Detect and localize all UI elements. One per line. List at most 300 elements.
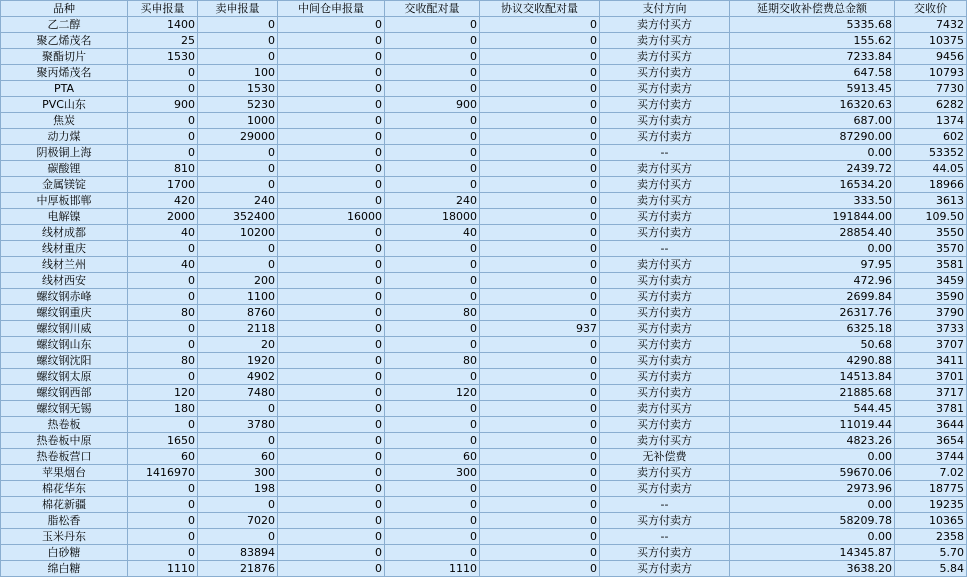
cell-product: 热卷板中原 bbox=[1, 433, 128, 449]
cell-sell-qty: 0 bbox=[198, 241, 278, 257]
cell-product: PVC山东 bbox=[1, 97, 128, 113]
cell-delivery-price: 3733 bbox=[895, 321, 967, 337]
cell-product: 聚丙烯茂名 bbox=[1, 65, 128, 81]
table-header bbox=[1, 1, 967, 17]
cell-intermediate-qty: 0 bbox=[278, 145, 385, 161]
cell-matched-qty: 0 bbox=[385, 513, 480, 529]
cell-buy-qty: 0 bbox=[128, 241, 198, 257]
table-row bbox=[1, 305, 967, 321]
cell-payment-direction: 买方付卖方 bbox=[600, 561, 730, 577]
cell-buy-qty: 0 bbox=[128, 81, 198, 97]
cell-buy-qty: 1416970 bbox=[128, 465, 198, 481]
cell-product: 玉米丹东 bbox=[1, 529, 128, 545]
cell-intermediate-qty: 0 bbox=[278, 273, 385, 289]
cell-compensation-total: 191844.00 bbox=[730, 209, 895, 225]
cell-intermediate-qty: 0 bbox=[278, 97, 385, 113]
cell-product: 电解镍 bbox=[1, 209, 128, 225]
cell-sell-qty: 0 bbox=[198, 161, 278, 177]
cell-buy-qty: 60 bbox=[128, 449, 198, 465]
cell-agreement-matched-qty: 0 bbox=[480, 369, 600, 385]
cell-matched-qty: 0 bbox=[385, 161, 480, 177]
cell-buy-qty: 0 bbox=[128, 273, 198, 289]
cell-product: 脂松香 bbox=[1, 513, 128, 529]
table-row bbox=[1, 97, 967, 113]
table-row bbox=[1, 369, 967, 385]
cell-buy-qty: 120 bbox=[128, 385, 198, 401]
cell-matched-qty: 0 bbox=[385, 433, 480, 449]
cell-payment-direction: 买方付卖方 bbox=[600, 305, 730, 321]
cell-payment-direction: 买方付卖方 bbox=[600, 321, 730, 337]
cell-product: 棉花华东 bbox=[1, 481, 128, 497]
table-row bbox=[1, 465, 967, 481]
cell-sell-qty: 0 bbox=[198, 497, 278, 513]
cell-payment-direction: 卖方付买方 bbox=[600, 17, 730, 33]
cell-agreement-matched-qty: 0 bbox=[480, 497, 600, 513]
cell-delivery-price: 3654 bbox=[895, 433, 967, 449]
cell-sell-qty: 0 bbox=[198, 257, 278, 273]
cell-compensation-total: 14345.87 bbox=[730, 545, 895, 561]
cell-matched-qty: 900 bbox=[385, 97, 480, 113]
cell-compensation-total: 155.62 bbox=[730, 33, 895, 49]
cell-product: 螺纹钢太原 bbox=[1, 369, 128, 385]
cell-sell-qty: 1530 bbox=[198, 81, 278, 97]
cell-sell-qty: 0 bbox=[198, 177, 278, 193]
cell-sell-qty: 0 bbox=[198, 529, 278, 545]
cell-matched-qty: 18000 bbox=[385, 209, 480, 225]
cell-agreement-matched-qty: 0 bbox=[480, 257, 600, 273]
cell-matched-qty: 0 bbox=[385, 289, 480, 305]
cell-agreement-matched-qty: 0 bbox=[480, 417, 600, 433]
cell-product: 螺纹钢重庆 bbox=[1, 305, 128, 321]
table-row bbox=[1, 177, 967, 193]
header-compensation-total: 延期交收补偿费总金额 bbox=[730, 1, 895, 17]
cell-delivery-price: 5.84 bbox=[895, 561, 967, 577]
cell-intermediate-qty: 0 bbox=[278, 433, 385, 449]
cell-payment-direction: 买方付卖方 bbox=[600, 113, 730, 129]
cell-compensation-total: 333.50 bbox=[730, 193, 895, 209]
header-sell-qty: 卖申报量 bbox=[198, 1, 278, 17]
cell-agreement-matched-qty: 0 bbox=[480, 513, 600, 529]
cell-compensation-total: 647.58 bbox=[730, 65, 895, 81]
table-body bbox=[1, 17, 967, 577]
cell-sell-qty: 1920 bbox=[198, 353, 278, 369]
cell-delivery-price: 53352 bbox=[895, 145, 967, 161]
cell-product: 动力煤 bbox=[1, 129, 128, 145]
cell-sell-qty: 100 bbox=[198, 65, 278, 81]
cell-payment-direction: 卖方付买方 bbox=[600, 49, 730, 65]
cell-product: 中厚板邯郸 bbox=[1, 193, 128, 209]
cell-matched-qty: 300 bbox=[385, 465, 480, 481]
cell-payment-direction: 卖方付买方 bbox=[600, 177, 730, 193]
cell-product: 聚酯切片 bbox=[1, 49, 128, 65]
cell-delivery-price: 3570 bbox=[895, 241, 967, 257]
cell-intermediate-qty: 0 bbox=[278, 241, 385, 257]
cell-compensation-total: 2973.96 bbox=[730, 481, 895, 497]
table-row bbox=[1, 321, 967, 337]
cell-sell-qty: 3780 bbox=[198, 417, 278, 433]
cell-intermediate-qty: 0 bbox=[278, 193, 385, 209]
cell-sell-qty: 29000 bbox=[198, 129, 278, 145]
cell-delivery-price: 9456 bbox=[895, 49, 967, 65]
cell-agreement-matched-qty: 0 bbox=[480, 465, 600, 481]
cell-agreement-matched-qty: 0 bbox=[480, 561, 600, 577]
cell-compensation-total: 544.45 bbox=[730, 401, 895, 417]
cell-matched-qty: 240 bbox=[385, 193, 480, 209]
cell-matched-qty: 0 bbox=[385, 33, 480, 49]
cell-matched-qty: 60 bbox=[385, 449, 480, 465]
cell-agreement-matched-qty: 0 bbox=[480, 49, 600, 65]
cell-intermediate-qty: 0 bbox=[278, 465, 385, 481]
cell-product: 乙二醇 bbox=[1, 17, 128, 33]
cell-payment-direction: 买方付卖方 bbox=[600, 353, 730, 369]
cell-product: 热卷板 bbox=[1, 417, 128, 433]
cell-agreement-matched-qty: 937 bbox=[480, 321, 600, 337]
header-agreement-matched-qty: 协议交收配对量 bbox=[480, 1, 600, 17]
cell-delivery-price: 602 bbox=[895, 129, 967, 145]
cell-intermediate-qty: 0 bbox=[278, 289, 385, 305]
cell-agreement-matched-qty: 0 bbox=[480, 81, 600, 97]
cell-buy-qty: 0 bbox=[128, 145, 198, 161]
cell-sell-qty: 352400 bbox=[198, 209, 278, 225]
cell-payment-direction: -- bbox=[600, 241, 730, 257]
cell-matched-qty: 0 bbox=[385, 81, 480, 97]
table-row bbox=[1, 497, 967, 513]
cell-buy-qty: 0 bbox=[128, 481, 198, 497]
cell-matched-qty: 0 bbox=[385, 113, 480, 129]
cell-payment-direction: 买方付卖方 bbox=[600, 369, 730, 385]
cell-intermediate-qty: 0 bbox=[278, 49, 385, 65]
cell-compensation-total: 16534.20 bbox=[730, 177, 895, 193]
table-row bbox=[1, 81, 967, 97]
cell-sell-qty: 60 bbox=[198, 449, 278, 465]
cell-agreement-matched-qty: 0 bbox=[480, 449, 600, 465]
cell-payment-direction: 买方付卖方 bbox=[600, 273, 730, 289]
cell-payment-direction: 卖方付买方 bbox=[600, 33, 730, 49]
cell-product: 苹果烟台 bbox=[1, 465, 128, 481]
cell-matched-qty: 0 bbox=[385, 545, 480, 561]
cell-intermediate-qty: 0 bbox=[278, 65, 385, 81]
cell-delivery-price: 19235 bbox=[895, 497, 967, 513]
cell-delivery-price: 7730 bbox=[895, 81, 967, 97]
cell-compensation-total: 26317.76 bbox=[730, 305, 895, 321]
cell-matched-qty: 40 bbox=[385, 225, 480, 241]
cell-product: 螺纹钢沈阳 bbox=[1, 353, 128, 369]
cell-compensation-total: 6325.18 bbox=[730, 321, 895, 337]
cell-delivery-price: 3717 bbox=[895, 385, 967, 401]
cell-agreement-matched-qty: 0 bbox=[480, 225, 600, 241]
table-row bbox=[1, 145, 967, 161]
cell-agreement-matched-qty: 0 bbox=[480, 273, 600, 289]
cell-matched-qty: 0 bbox=[385, 417, 480, 433]
cell-buy-qty: 0 bbox=[128, 369, 198, 385]
cell-agreement-matched-qty: 0 bbox=[480, 193, 600, 209]
cell-payment-direction: 卖方付买方 bbox=[600, 161, 730, 177]
cell-matched-qty: 80 bbox=[385, 305, 480, 321]
table-row bbox=[1, 129, 967, 145]
cell-payment-direction: 卖方付买方 bbox=[600, 193, 730, 209]
cell-compensation-total: 0.00 bbox=[730, 241, 895, 257]
cell-intermediate-qty: 0 bbox=[278, 513, 385, 529]
cell-delivery-price: 18775 bbox=[895, 481, 967, 497]
cell-matched-qty: 0 bbox=[385, 497, 480, 513]
cell-intermediate-qty: 0 bbox=[278, 305, 385, 321]
cell-delivery-price: 3459 bbox=[895, 273, 967, 289]
cell-buy-qty: 810 bbox=[128, 161, 198, 177]
cell-buy-qty: 0 bbox=[128, 545, 198, 561]
cell-delivery-price: 7.02 bbox=[895, 465, 967, 481]
cell-matched-qty: 0 bbox=[385, 337, 480, 353]
cell-sell-qty: 20 bbox=[198, 337, 278, 353]
cell-intermediate-qty: 0 bbox=[278, 417, 385, 433]
cell-payment-direction: 买方付卖方 bbox=[600, 385, 730, 401]
cell-product: 绵白糖 bbox=[1, 561, 128, 577]
cell-matched-qty: 0 bbox=[385, 321, 480, 337]
cell-matched-qty: 0 bbox=[385, 481, 480, 497]
cell-product: 线材兰州 bbox=[1, 257, 128, 273]
cell-delivery-price: 3581 bbox=[895, 257, 967, 273]
cell-agreement-matched-qty: 0 bbox=[480, 145, 600, 161]
cell-agreement-matched-qty: 0 bbox=[480, 529, 600, 545]
table-row bbox=[1, 289, 967, 305]
cell-payment-direction: 卖方付买方 bbox=[600, 257, 730, 273]
cell-delivery-price: 3781 bbox=[895, 401, 967, 417]
cell-buy-qty: 80 bbox=[128, 305, 198, 321]
cell-product: 碳酸锂 bbox=[1, 161, 128, 177]
cell-buy-qty: 1400 bbox=[128, 17, 198, 33]
table-row bbox=[1, 257, 967, 273]
table-row bbox=[1, 65, 967, 81]
cell-delivery-price: 10365 bbox=[895, 513, 967, 529]
table-row bbox=[1, 385, 967, 401]
cell-compensation-total: 97.95 bbox=[730, 257, 895, 273]
cell-buy-qty: 1700 bbox=[128, 177, 198, 193]
cell-agreement-matched-qty: 0 bbox=[480, 97, 600, 113]
cell-product: 螺纹钢无锡 bbox=[1, 401, 128, 417]
cell-product: 线材重庆 bbox=[1, 241, 128, 257]
table-row bbox=[1, 561, 967, 577]
cell-delivery-price: 3707 bbox=[895, 337, 967, 353]
cell-payment-direction: -- bbox=[600, 497, 730, 513]
cell-sell-qty: 1000 bbox=[198, 113, 278, 129]
cell-delivery-price: 3790 bbox=[895, 305, 967, 321]
cell-buy-qty: 1110 bbox=[128, 561, 198, 577]
cell-buy-qty: 0 bbox=[128, 513, 198, 529]
header-delivery-price: 交收价 bbox=[895, 1, 967, 17]
cell-intermediate-qty: 0 bbox=[278, 353, 385, 369]
cell-buy-qty: 900 bbox=[128, 97, 198, 113]
table-row bbox=[1, 17, 967, 33]
cell-compensation-total: 4290.88 bbox=[730, 353, 895, 369]
cell-matched-qty: 0 bbox=[385, 257, 480, 273]
cell-matched-qty: 0 bbox=[385, 49, 480, 65]
table-row bbox=[1, 417, 967, 433]
cell-sell-qty: 0 bbox=[198, 401, 278, 417]
table-row bbox=[1, 401, 967, 417]
cell-payment-direction: 买方付卖方 bbox=[600, 545, 730, 561]
cell-product: 棉花新疆 bbox=[1, 497, 128, 513]
table-row bbox=[1, 273, 967, 289]
cell-matched-qty: 0 bbox=[385, 129, 480, 145]
table-row bbox=[1, 481, 967, 497]
table-row bbox=[1, 529, 967, 545]
cell-compensation-total: 28854.40 bbox=[730, 225, 895, 241]
cell-compensation-total: 14513.84 bbox=[730, 369, 895, 385]
cell-sell-qty: 240 bbox=[198, 193, 278, 209]
cell-payment-direction: 买方付卖方 bbox=[600, 65, 730, 81]
cell-intermediate-qty: 0 bbox=[278, 225, 385, 241]
cell-payment-direction: 卖方付买方 bbox=[600, 433, 730, 449]
cell-agreement-matched-qty: 0 bbox=[480, 33, 600, 49]
cell-sell-qty: 2118 bbox=[198, 321, 278, 337]
cell-product: 螺纹钢西部 bbox=[1, 385, 128, 401]
cell-delivery-price: 1374 bbox=[895, 113, 967, 129]
table-row bbox=[1, 337, 967, 353]
cell-intermediate-qty: 0 bbox=[278, 33, 385, 49]
cell-intermediate-qty: 0 bbox=[278, 545, 385, 561]
cell-payment-direction: -- bbox=[600, 529, 730, 545]
cell-buy-qty: 0 bbox=[128, 289, 198, 305]
header-product: 品种 bbox=[1, 1, 128, 17]
cell-product: 金属镁锭 bbox=[1, 177, 128, 193]
cell-compensation-total: 5913.45 bbox=[730, 81, 895, 97]
cell-sell-qty: 4902 bbox=[198, 369, 278, 385]
cell-intermediate-qty: 0 bbox=[278, 561, 385, 577]
cell-matched-qty: 1110 bbox=[385, 561, 480, 577]
cell-payment-direction: 买方付卖方 bbox=[600, 225, 730, 241]
cell-sell-qty: 200 bbox=[198, 273, 278, 289]
cell-payment-direction: 无补偿费 bbox=[600, 449, 730, 465]
cell-intermediate-qty: 0 bbox=[278, 401, 385, 417]
cell-compensation-total: 11019.44 bbox=[730, 417, 895, 433]
cell-sell-qty: 7020 bbox=[198, 513, 278, 529]
cell-agreement-matched-qty: 0 bbox=[480, 433, 600, 449]
cell-buy-qty: 1650 bbox=[128, 433, 198, 449]
cell-product: 螺纹钢赤峰 bbox=[1, 289, 128, 305]
cell-compensation-total: 5335.68 bbox=[730, 17, 895, 33]
cell-intermediate-qty: 0 bbox=[278, 177, 385, 193]
cell-delivery-price: 44.05 bbox=[895, 161, 967, 177]
cell-matched-qty: 0 bbox=[385, 65, 480, 81]
cell-delivery-price: 3701 bbox=[895, 369, 967, 385]
cell-agreement-matched-qty: 0 bbox=[480, 113, 600, 129]
cell-buy-qty: 1530 bbox=[128, 49, 198, 65]
cell-payment-direction: 买方付卖方 bbox=[600, 481, 730, 497]
cell-agreement-matched-qty: 0 bbox=[480, 241, 600, 257]
cell-buy-qty: 40 bbox=[128, 225, 198, 241]
cell-sell-qty: 198 bbox=[198, 481, 278, 497]
cell-buy-qty: 0 bbox=[128, 321, 198, 337]
cell-compensation-total: 16320.63 bbox=[730, 97, 895, 113]
cell-product: 阴极铜上海 bbox=[1, 145, 128, 161]
cell-payment-direction: 卖方付买方 bbox=[600, 401, 730, 417]
cell-sell-qty: 10200 bbox=[198, 225, 278, 241]
cell-buy-qty: 0 bbox=[128, 113, 198, 129]
cell-intermediate-qty: 0 bbox=[278, 321, 385, 337]
cell-compensation-total: 0.00 bbox=[730, 145, 895, 161]
cell-product: 白砂糖 bbox=[1, 545, 128, 561]
cell-agreement-matched-qty: 0 bbox=[480, 289, 600, 305]
cell-compensation-total: 21885.68 bbox=[730, 385, 895, 401]
cell-compensation-total: 4823.26 bbox=[730, 433, 895, 449]
table-row bbox=[1, 33, 967, 49]
cell-delivery-price: 10375 bbox=[895, 33, 967, 49]
cell-payment-direction: 买方付卖方 bbox=[600, 209, 730, 225]
cell-payment-direction: 买方付卖方 bbox=[600, 97, 730, 113]
cell-delivery-price: 10793 bbox=[895, 65, 967, 81]
cell-delivery-price: 5.70 bbox=[895, 545, 967, 561]
cell-matched-qty: 0 bbox=[385, 529, 480, 545]
cell-intermediate-qty: 16000 bbox=[278, 209, 385, 225]
cell-sell-qty: 0 bbox=[198, 145, 278, 161]
cell-sell-qty: 0 bbox=[198, 33, 278, 49]
header-buy-qty: 买申报量 bbox=[128, 1, 198, 17]
cell-buy-qty: 0 bbox=[128, 65, 198, 81]
table-row bbox=[1, 353, 967, 369]
cell-matched-qty: 0 bbox=[385, 401, 480, 417]
table-row bbox=[1, 513, 967, 529]
cell-buy-qty: 180 bbox=[128, 401, 198, 417]
cell-sell-qty: 7480 bbox=[198, 385, 278, 401]
cell-delivery-price: 18966 bbox=[895, 177, 967, 193]
cell-intermediate-qty: 0 bbox=[278, 481, 385, 497]
cell-product: 线材西安 bbox=[1, 273, 128, 289]
cell-delivery-price: 3411 bbox=[895, 353, 967, 369]
cell-compensation-total: 472.96 bbox=[730, 273, 895, 289]
cell-sell-qty: 0 bbox=[198, 49, 278, 65]
cell-sell-qty: 8760 bbox=[198, 305, 278, 321]
cell-matched-qty: 0 bbox=[385, 177, 480, 193]
cell-delivery-price: 6282 bbox=[895, 97, 967, 113]
cell-intermediate-qty: 0 bbox=[278, 17, 385, 33]
cell-delivery-price: 3644 bbox=[895, 417, 967, 433]
cell-buy-qty: 40 bbox=[128, 257, 198, 273]
cell-agreement-matched-qty: 0 bbox=[480, 481, 600, 497]
cell-compensation-total: 3638.20 bbox=[730, 561, 895, 577]
cell-payment-direction: 买方付卖方 bbox=[600, 513, 730, 529]
cell-buy-qty: 0 bbox=[128, 417, 198, 433]
cell-sell-qty: 0 bbox=[198, 17, 278, 33]
header-payment-direction: 支付方向 bbox=[600, 1, 730, 17]
cell-intermediate-qty: 0 bbox=[278, 497, 385, 513]
header-row bbox=[1, 1, 967, 17]
cell-compensation-total: 0.00 bbox=[730, 497, 895, 513]
cell-matched-qty: 0 bbox=[385, 145, 480, 161]
cell-delivery-price: 109.50 bbox=[895, 209, 967, 225]
cell-buy-qty: 0 bbox=[128, 497, 198, 513]
cell-compensation-total: 0.00 bbox=[730, 449, 895, 465]
table-row bbox=[1, 113, 967, 129]
cell-matched-qty: 0 bbox=[385, 17, 480, 33]
cell-intermediate-qty: 0 bbox=[278, 449, 385, 465]
cell-intermediate-qty: 0 bbox=[278, 113, 385, 129]
cell-sell-qty: 21876 bbox=[198, 561, 278, 577]
cell-payment-direction: 卖方付买方 bbox=[600, 465, 730, 481]
cell-sell-qty: 5230 bbox=[198, 97, 278, 113]
cell-compensation-total: 0.00 bbox=[730, 529, 895, 545]
cell-intermediate-qty: 0 bbox=[278, 81, 385, 97]
header-matched-qty: 交收配对量 bbox=[385, 1, 480, 17]
cell-intermediate-qty: 0 bbox=[278, 337, 385, 353]
cell-delivery-price: 7432 bbox=[895, 17, 967, 33]
cell-matched-qty: 0 bbox=[385, 241, 480, 257]
cell-product: 焦炭 bbox=[1, 113, 128, 129]
cell-sell-qty: 0 bbox=[198, 433, 278, 449]
cell-compensation-total: 7233.84 bbox=[730, 49, 895, 65]
cell-compensation-total: 687.00 bbox=[730, 113, 895, 129]
cell-compensation-total: 87290.00 bbox=[730, 129, 895, 145]
cell-intermediate-qty: 0 bbox=[278, 385, 385, 401]
cell-intermediate-qty: 0 bbox=[278, 369, 385, 385]
